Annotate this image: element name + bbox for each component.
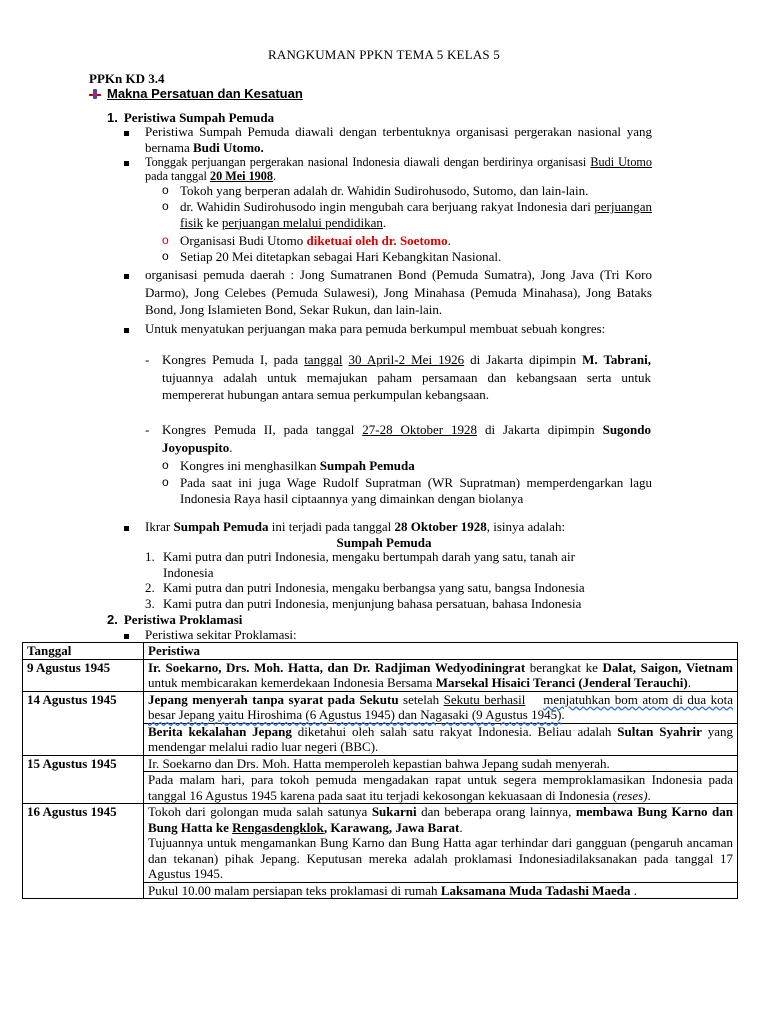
list-item	[162, 475, 652, 506]
bullet-square-icon	[124, 161, 129, 166]
event-cell: Ir. Soekarno, Drs. Moh. Hatta, dan Dr. Radjiman Wedyodiningrat berangkat ke Dalat, Saigon, Vietnam untuk membicarakan kemerdekaan Indonesia Bersama Marsekal Hisaici Teranci (Jenderal Terauchi).	[144, 659, 738, 691]
section-number: 2.	[107, 612, 118, 627]
topic-label: Makna Persatuan dan Kesatuan	[107, 86, 303, 101]
list-item	[124, 266, 652, 319]
section-2-heading	[107, 612, 242, 628]
table-header-row	[23, 643, 738, 660]
bullet-text: organisasi pemuda daerah : Jong Sumatranen Bond (Pemuda Sumatra), Jong Java (Tri Koro Darmo), Jong Celebes (Pemuda Sulawesi), Jong Minahasa (Pemuda Minahasa), Jong Bataks Bond, Jong Islamieten Bond, Sekar Rukun, dan lain-lain.	[145, 267, 652, 317]
list-item	[145, 351, 651, 404]
topic-heading	[89, 86, 303, 102]
event-cell: Pukul 10.00 malam persiapan teks proklamasi di rumah Laksamana Muda Tadashi Maeda .	[144, 882, 738, 899]
bullet-square-icon	[124, 328, 129, 333]
bullet-text: Untuk menyatukan perjuangan maka para pemuda berkumpul membuat sebuah kongres:	[145, 321, 606, 336]
table-row	[23, 659, 738, 691]
bullet-square-icon	[124, 131, 129, 136]
bullet-circle-icon: o	[162, 183, 169, 197]
table-row	[23, 691, 738, 723]
list-item	[124, 627, 524, 643]
event-cell: Ir. Soekarno dan Drs. Moh. Hatta memperoleh kepastian bahwa Jepang sudah menyerah.	[144, 755, 738, 772]
bullet-text: Tokoh yang berperan adalah dr. Wahidin Sudirohusodo, Sutomo, dan lain-lain.	[180, 183, 589, 198]
bullet-text: Tonggak perjuangan pergerakan nasional Indonesia diawali dengan berdirinya organisasi Budi Utomo pada tanggal 20 Mei 1908.	[145, 155, 652, 183]
oath-title: Sumpah Pemuda	[336, 535, 432, 550]
oath-list	[145, 549, 665, 611]
list-item	[162, 183, 652, 199]
list-item	[124, 124, 652, 155]
table-header-cell: Tanggal	[23, 643, 144, 660]
bullet-dash-icon: -	[145, 422, 150, 437]
section-title: Peristiwa Sumpah Pemuda	[123, 110, 275, 125]
section-number: 1.	[107, 110, 118, 125]
list-item	[162, 233, 652, 249]
date-cell: 14 Agustus 1945	[23, 691, 144, 755]
event-cell: Tokoh dari golongan muda salah satunya Sukarni dan beberapa orang lainnya, membawa Bung Karno dan Bung Hatta ke Rengasdengklok, Karawang, Jawa Barat. Tujuannya untuk mengamankan Bung Karno dan Bung Hatta agar terhindar dari gangguan (pengaruh ancaman dan tekanan) pihak Jepang. Keputusan mereka adalah proklamasi Indonesiadilaksanakan pada tanggal 17 Agustus 1945.	[144, 804, 738, 883]
bullet-text: Organisasi Budi Utomo diketuai oleh dr. Soetomo.	[180, 233, 451, 248]
bullet-square-icon	[124, 526, 129, 531]
list-item	[162, 199, 652, 230]
kd-heading: PPKn KD 3.4	[89, 71, 165, 86]
bullet-text: dr. Wahidin Sudirohusodo ingin mengubah cara berjuang rakyat Indonesia dari perjuangan fisik ke perjuangan melalui pendidikan.	[180, 199, 652, 230]
list-item	[145, 421, 651, 456]
section-title: Peristiwa Proklamasi	[123, 612, 243, 627]
bullet-text: Pada saat ini juga Wage Rudolf Supratman (WR Supratman) memperdengarkan lagu Indonesia Raya hasil ciptaannya yang dimainkan dengan biolanya	[180, 475, 652, 506]
table-row	[23, 755, 738, 772]
bullet-circle-icon: o	[162, 475, 169, 489]
bullet-circle-icon: o	[162, 249, 169, 263]
bullet-dash-icon: -	[145, 352, 150, 367]
bullet-text: Setiap 20 Mei ditetapkan sebagai Hari Kebangkitan Nasional.	[180, 249, 502, 264]
bullet-text: Peristiwa Sumpah Pemuda diawali dengan terbentuknya organisasi pergerakan nasional yang bernama Budi Utomo.	[145, 124, 652, 155]
date-cell: 16 Agustus 1945	[23, 804, 144, 899]
proklamasi-table	[22, 642, 738, 899]
bullet-text: Peristiwa sekitar Proklamasi:	[145, 627, 297, 642]
oath-item: 3. Kami putra dan putri Indonesia, menjunjung bahasa persatuan, bahasa Indonesia	[145, 595, 582, 611]
date-cell: 15 Agustus 1945	[23, 755, 144, 804]
list-item	[124, 320, 652, 338]
event-cell: Pada malam hari, para tokoh pemuda mengadakan rapat untuk segera memproklamasikan Indonesia pada tanggal 16 Agustus 1945 karena pada saat itu terjadi kekosongan kekuasaan di Indonesia (reses).	[144, 772, 738, 804]
list-item	[124, 155, 652, 183]
list-item	[162, 249, 652, 265]
oath-item: 2. Kami putra dan putri Indonesia, mengaku berbangsa yang satu, bangsa Indonesia	[145, 580, 585, 595]
list-item	[124, 519, 652, 535]
table-header-cell: Peristiwa	[144, 643, 738, 660]
bullet-square-icon	[124, 274, 129, 279]
document-title: RANGKUMAN PPKN TEMA 5 KELAS 5	[268, 47, 500, 62]
bullet-text: Kongres ini menghasilkan Sumpah Pemuda	[180, 458, 415, 473]
list-item	[162, 458, 652, 474]
event-cell: Jepang menyerah tanpa syarat pada Sekutu setelah Sekutu berhasil menjatuhkan bom atom di dua kota besar Jepang yaitu Hiroshima (6 Agustus 1945) dan Nagasaki (9 Agustus 1945).	[144, 691, 738, 723]
bullet-text: Kongres Pemuda I, pada tanggal 30 April-2 Mei 1926 di Jakarta dipimpin M. Tabrani, tujuannya adalah untuk memajukan paham persamaan dan kebangsaan serta untuk mempererat hubungan antara semua perkumpulan kebangsaan.	[162, 352, 652, 402]
bullet-circle-icon: o	[162, 199, 169, 213]
event-cell: Berita kekalahan Jepang diketahui oleh salah satu rakyat Indonesia. Beliau adalah Sultan Syahrir yang mendengar melalui radio luar negeri (BBC).	[144, 723, 738, 755]
bullet-circle-icon: o	[162, 233, 169, 247]
bullet-text: Ikrar Sumpah Pemuda ini terjadi pada tanggal 28 Oktober 1928, isinya adalah:	[145, 519, 566, 534]
oath-item: 1. Kami putra dan putri Indonesia, mengaku bertumpah darah yang satu, tanah air Indonesia	[145, 549, 575, 580]
bullet-square-icon	[124, 634, 129, 639]
table-row	[23, 804, 738, 883]
bullet-text: Kongres Pemuda II, pada tanggal 27-28 Oktober 1928 di Jakarta dipimpin Sugondo Joyopuspito.	[162, 422, 652, 455]
date-cell: 9 Agustus 1945	[23, 659, 144, 691]
pushpin-icon	[89, 88, 101, 100]
bullet-circle-icon: o	[162, 458, 169, 472]
